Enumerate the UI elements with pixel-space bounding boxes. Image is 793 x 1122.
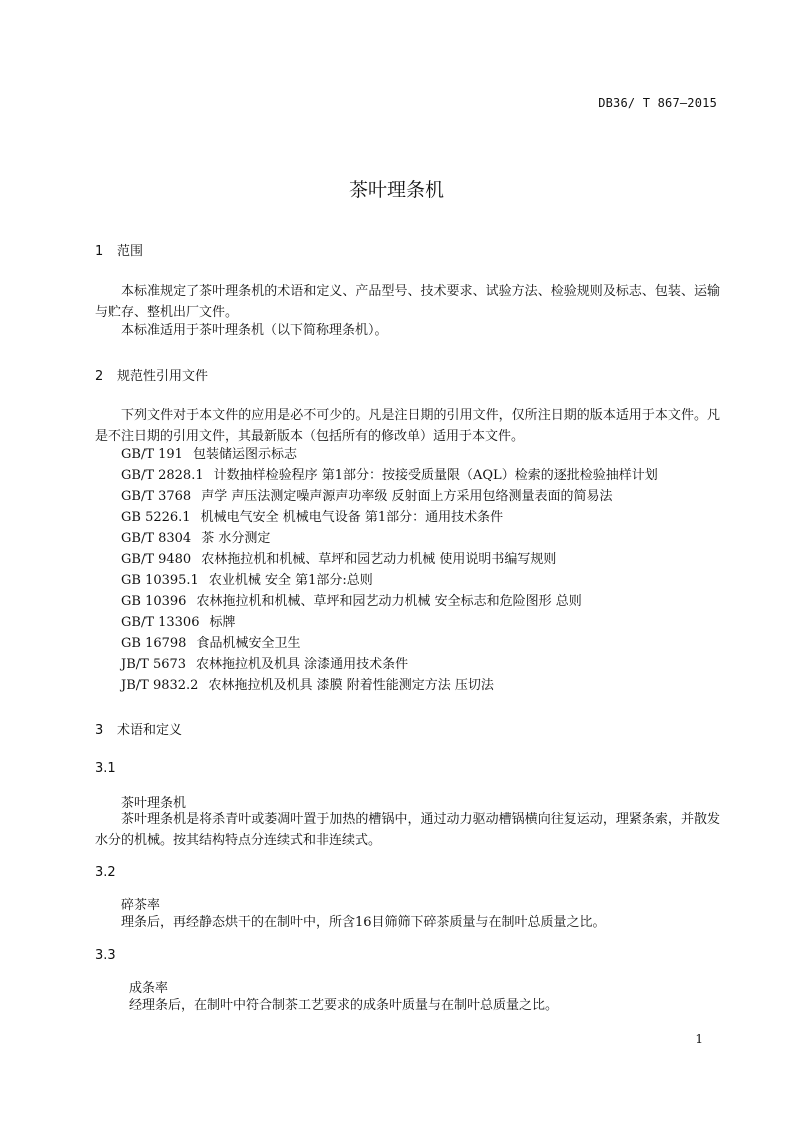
- section-2-heading: [95, 365, 208, 384]
- reference-title: 茶 水分测定: [201, 531, 271, 546]
- reference-title: 农林拖拉机及机具 涂漆通用技术条件: [196, 657, 409, 672]
- paragraph-text: 下列文件对于本文件的应用是必不可少的。凡是注日期的引用文件，仅所注日期的版本适用于本文件。凡是不注日期的引用文件，其最新版本（包括所有的修改单）适用于本文件。: [95, 408, 720, 444]
- term-number: 3.1: [95, 761, 116, 776]
- term-number: 3.3: [95, 948, 116, 963]
- term-name: 成条率: [129, 981, 169, 996]
- term-number: 3.2: [95, 865, 116, 880]
- reference-item: [121, 528, 270, 549]
- page-number: 1: [695, 1032, 703, 1046]
- term-name: 碎茶率: [121, 898, 161, 913]
- reference-item: [121, 633, 300, 654]
- reference-code: JB/T 9832.2: [121, 678, 199, 693]
- reference-code: GB/T 191: [121, 447, 183, 462]
- paragraph-text: 本标准适用于茶叶理条机（以下简称理条机）。: [121, 323, 388, 338]
- term-definition: [95, 912, 720, 933]
- reference-title: 农业机械 安全 第1部分:总则: [208, 573, 373, 588]
- reference-item: [121, 612, 236, 633]
- reference-code: GB 5226.1: [121, 510, 191, 525]
- reference-item: [121, 486, 612, 507]
- reference-title: 农林拖拉机和机械、草坪和园艺动力机械 安全标志和危险图形 总则: [196, 594, 582, 609]
- reference-item: [121, 654, 408, 675]
- reference-title: 计数抽样检验程序 第1部分：按接受质量限（AQL）检索的逐批检验抽样计划: [213, 468, 658, 483]
- term-name: 茶叶理条机: [121, 796, 187, 811]
- section-title: 术语和定义: [117, 723, 183, 738]
- reference-code: GB 10395.1: [121, 573, 199, 588]
- term-definition: [95, 809, 720, 851]
- reference-title: 标牌: [209, 615, 236, 630]
- term-definition: [103, 995, 720, 1016]
- definition-text: 茶叶理条机是将杀青叶或萎凋叶置于加热的槽锅中，通过动力驱动槽锅横向往复运动，理紧条索，并散发水分的机械。按其结构特点分连续式和非连续式。: [95, 812, 720, 848]
- reference-title: 包装储运图示标志: [192, 447, 297, 462]
- scope-paragraph-1: [95, 281, 720, 323]
- section-title: 范围: [117, 244, 144, 259]
- reference-item: [121, 444, 297, 465]
- reference-code: GB 10396: [121, 594, 187, 609]
- reference-item: [121, 507, 503, 528]
- reference-code: GB/T 8304: [121, 531, 192, 546]
- reference-code: JB/T 5673: [121, 657, 187, 672]
- section-3-heading: [95, 719, 182, 738]
- reference-code: GB/T 2828.1: [121, 468, 204, 483]
- reference-title: 声学 声压法测定噪声源声功率级 反射面上方采用包络测量表面的简易法: [201, 489, 613, 504]
- reference-code: GB/T 13306: [121, 615, 200, 630]
- definition-text: 理条后，再经静态烘干的在制叶中，所含16目筛筛下碎茶质量与在制叶总质量之比。: [121, 915, 606, 930]
- paragraph-text: 本标准规定了茶叶理条机的术语和定义、产品型号、技术要求、试验方法、检验规则及标志、包装、运输与贮存、整机出厂文件。: [95, 284, 720, 320]
- reference-item: [121, 675, 494, 696]
- section-number: 3: [95, 723, 104, 738]
- definition-text: 经理条后，在制叶中符合制茶工艺要求的成条叶质量与在制叶总质量之比。: [129, 998, 559, 1013]
- reference-code: GB/T 9480: [121, 552, 192, 567]
- reference-item: [121, 570, 373, 591]
- reference-title: 食品机械安全卫生: [196, 636, 301, 651]
- document-title: 茶叶理条机: [348, 179, 444, 201]
- references-intro: [95, 405, 720, 447]
- section-1-heading: [95, 240, 143, 259]
- reference-item: [121, 549, 556, 570]
- section-title: 规范性引用文件: [117, 369, 209, 384]
- reference-item: [121, 591, 582, 612]
- standard-number: DB36/ T 867—2015: [598, 96, 717, 110]
- reference-item: [121, 465, 658, 486]
- reference-code: GB/T 3768: [121, 489, 192, 504]
- section-number: 1: [95, 244, 104, 259]
- scope-paragraph-2: [95, 320, 720, 341]
- reference-code: GB 16798: [121, 636, 187, 651]
- reference-title: 农林拖拉机及机具 漆膜 附着性能测定方法 压切法: [208, 678, 494, 693]
- reference-title: 机械电气安全 机械电气设备 第1部分：通用技术条件: [200, 510, 504, 525]
- section-number: 2: [95, 369, 104, 384]
- reference-title: 农林拖拉机和机械、草坪和园艺动力机械 使用说明书编写规则: [201, 552, 557, 567]
